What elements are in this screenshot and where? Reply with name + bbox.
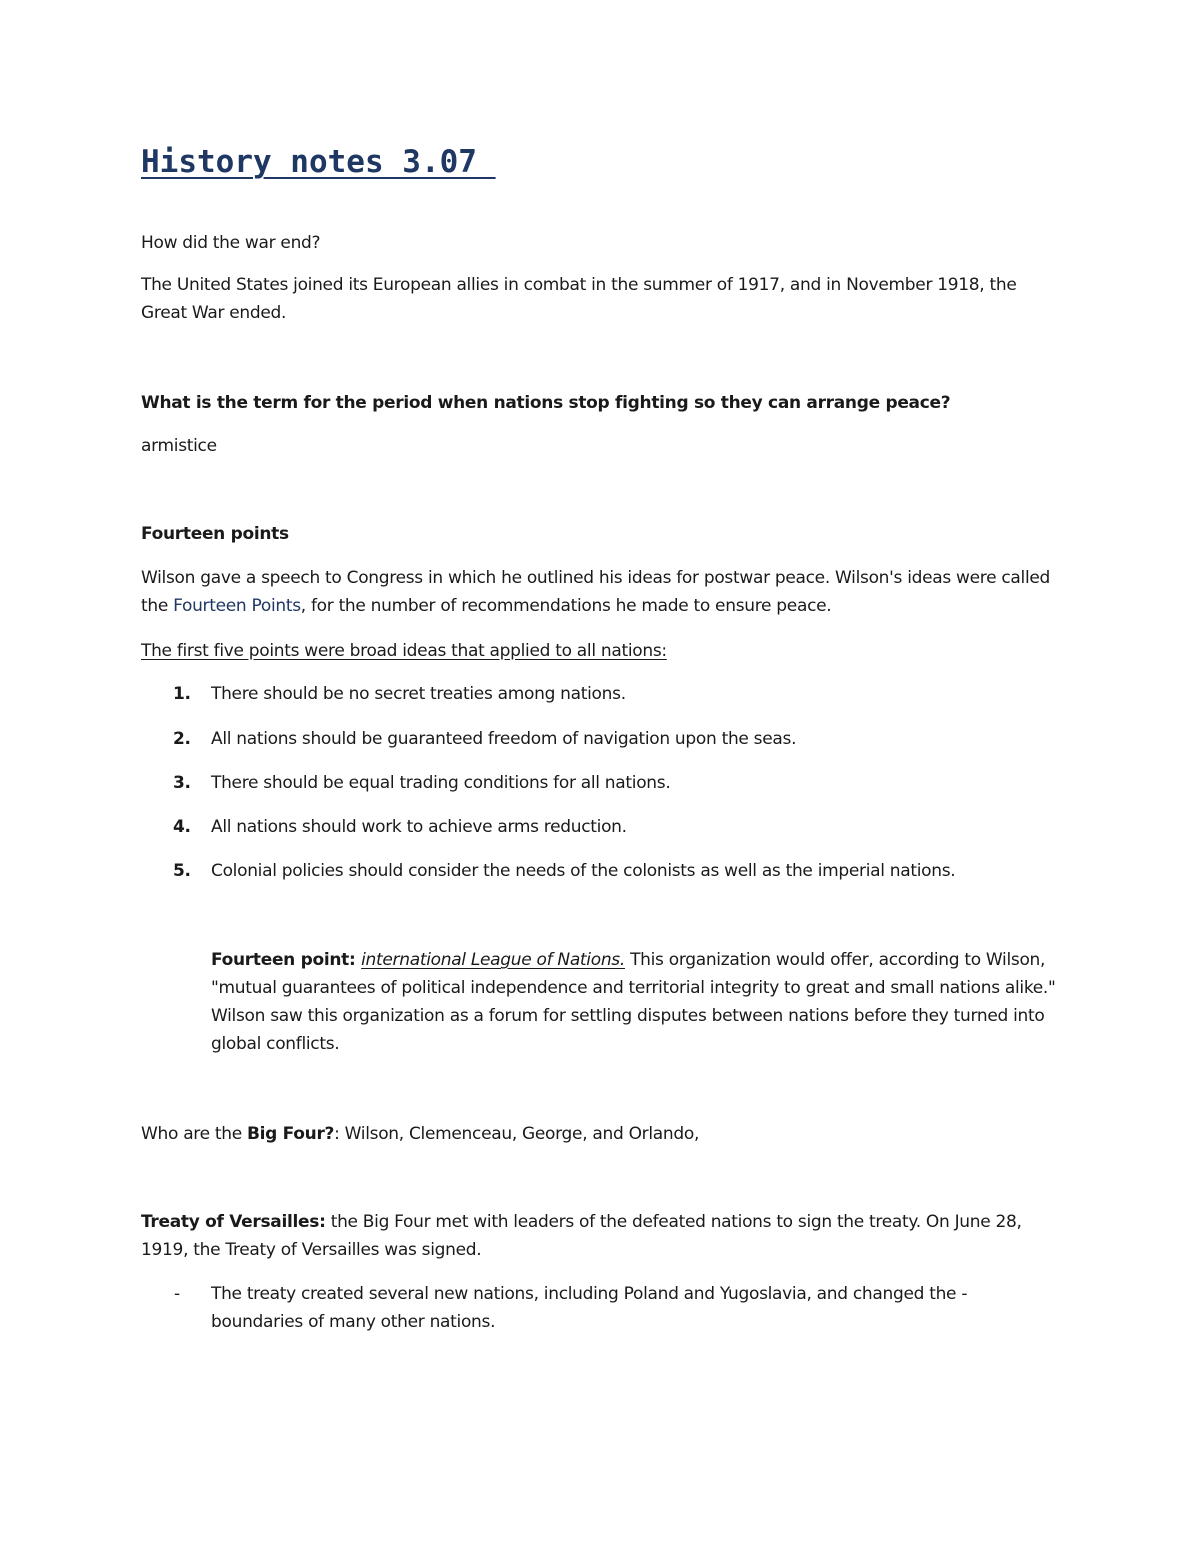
- list-text: Colonial policies should consider the needs of the colonists as well as the imperial nations.: [211, 861, 956, 881]
- fourteen-points-text-2: , for the number of recommendations he made to ensure peace.: [300, 596, 832, 616]
- list-number: 1.: [173, 684, 191, 704]
- fourteenth-point-text: This organization would offer, according to Wilson, "mutual guarantees of political independence and territorial integrity to great and small nations alike." Wilson saw this organization as a forum for settling disputes between nations before they turned into global conflicts.: [211, 950, 1056, 1054]
- fourteen-points-link[interactable]: Fourteen Points: [173, 596, 301, 616]
- list-text: All nations should be guaranteed freedom of navigation upon the seas.: [211, 729, 797, 749]
- heading-fourteen-points: Fourteen points: [141, 524, 289, 544]
- fourteen-points-text-1: Wilson gave a speech to Congress in which he outlined his ideas for postwar peace. Wilson's ideas were called the: [141, 568, 1051, 616]
- treaty-bullet-text: The treaty created several new nations, including Poland and Yugoslavia, and changed the - boundaries of many other nations.: [211, 1284, 968, 1332]
- answer-war-end: The United States joined its European allies in combat in the summer of 1917, and in November 1918, the Great War ended.: [141, 275, 1017, 323]
- fourteenth-point-paragraph: [211, 946, 1061, 1058]
- list-number: 4.: [173, 817, 191, 837]
- treaty-text: the Big Four met with leaders of the defeated nations to sign the treaty. On June 28, 1919, the Treaty of Versailles was signed.: [141, 1212, 1022, 1260]
- list-text: There should be equal trading conditions for all nations.: [211, 773, 671, 793]
- list-number: 3.: [173, 773, 191, 793]
- list-text: There should be no secret treaties among nations.: [211, 684, 626, 704]
- big-four-line: [141, 1120, 1061, 1148]
- page-title: History notes 3.07: [141, 144, 496, 180]
- answer-armistice: armistice: [141, 436, 217, 456]
- big-four-answer: : Wilson, Clemenceau, George, and Orlando,: [334, 1124, 700, 1144]
- treaty-label: Treaty of Versailles:: [141, 1212, 326, 1232]
- fourteen-points-paragraph: [141, 564, 1061, 620]
- question-armistice: What is the term for the period when nations stop fighting so they can arrange peace?: [141, 393, 951, 413]
- question-war-end: How did the war end?: [141, 233, 321, 253]
- list-number: 2.: [173, 729, 191, 749]
- big-four-prefix: Who are the: [141, 1124, 247, 1144]
- treaty-paragraph: [141, 1208, 1061, 1264]
- bullet-dash: -: [174, 1284, 180, 1304]
- big-four-label: Big Four?: [247, 1124, 335, 1144]
- list-number: 5.: [173, 861, 191, 881]
- league-of-nations-link[interactable]: international League of Nations.: [361, 950, 625, 970]
- first-five-intro: The first five points were broad ideas that applied to all nations:: [141, 641, 667, 661]
- fourteenth-point-label: Fourteen point:: [211, 950, 362, 970]
- list-text: All nations should work to achieve arms reduction.: [211, 817, 627, 837]
